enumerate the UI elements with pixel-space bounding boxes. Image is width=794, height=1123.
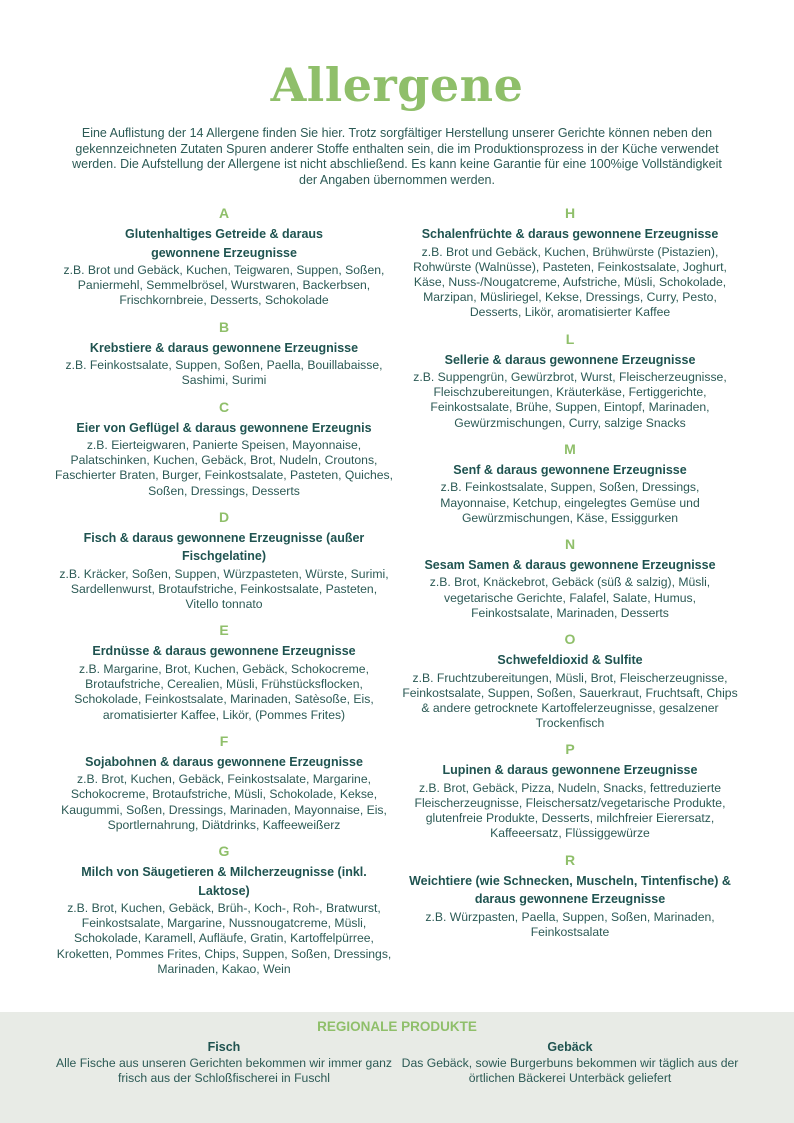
footer-title: REGIONALE PRODUKTE [317, 1019, 477, 1034]
allergen-description: z.B. Brot und Gebäck, Kuchen, Brühwürste (Pistazien), Rohwürste (Walnüsse), Pasteten, Feinkostsalate, Joghurt, Käse, Nuss-/Nougatcreme, Aufstriche, Müsli, Schokolade, Marzipan, Müsliriegel, Kekse, Dressings, Curry, Pesto, Desserts, Likör, aromatisierter Kaffee [413, 244, 727, 320]
allergen-name: Krebstiere & daraus gewonnene Erzeugnisse [89, 340, 359, 355]
allergen-entry-d [48, 508, 400, 613]
allergen-name: Weichtiere (wie Schnecken, Muscheln, Tintenfische) & daraus gewonnene Erzeugnisse [409, 873, 731, 907]
allergen-name: Sesam Samen & daraus gewonnene Erzeugnisse [424, 557, 716, 572]
allergen-letter: C [218, 398, 230, 415]
footer-item-name: Fisch [207, 1040, 241, 1054]
allergen-letter: G [218, 843, 230, 860]
intro-text: Eine Auflistung der 14 Allergene finden Sie hier. Trotz sorgfältiger Herstellung unserer Gerichte können neben den gekennzeichneten Zutaten Spuren anderer Stoffe enthalten sein, die im Produktionsprozess in der Küche verwendet werden. Die Aufstellung der Allergene ist nicht abschließend. Es kann keine Garantie für eine 100%ige Vollständigkeit der Angaben übernommen werden. [72, 126, 722, 187]
allergen-description: z.B. Kräcker, Soßen, Suppen, Würzpasteten, Würste, Surimi, Sardellenwurst, Brotaufstriche, Feinkostsalate, Pasteten, Vitello tonnato [59, 566, 389, 612]
allergen-name: Glutenhaltiges Getreide & daraus gewonnene Erzeugnisse [125, 227, 323, 260]
regional-products-footer [0, 1012, 794, 1123]
allergen-entry-g [48, 842, 400, 977]
allergen-letter: A [218, 205, 230, 221]
page-title: Allergene [270, 58, 524, 112]
allergen-description: z.B. Feinkostsalate, Suppen, Soßen, Dressings, Mayonnaise, Ketchup, eingelegtes Gemüse und Gewürzmischungen, Käse, Essiggurken [440, 480, 700, 525]
allergen-description: z.B. Fruchtzubereitungen, Müsli, Brot, Fleischerzeugnisse, Feinkostsalate, Suppen, Soßen, Sauerkraut, Fruchtsaft, Chips & andere getrocknete Kartoffelerzeugnisse, gesalzener Trockenfisch [402, 670, 738, 731]
allergen-description: z.B. Brot, Kuchen, Gebäck, Feinkostsalate, Margarine, Schokocreme, Brotaufstriche, Müsli, Schokolade, Kekse, Kaugummi, Soßen, Dressings, Marinaden, Mayonnaise, Eis, Sportlernahrung, Diätdrinks, Kaffeeweißerz [61, 772, 387, 832]
allergen-description: z.B. Brot, Gebäck, Pizza, Nudeln, Snacks, fettreduzierte Fleischerzeugnisse, Fleischersatz/vegetarische Produkte, glutenfreie Produkte, Desserts, milchfreier Eierersatz, Kaffeeersatz, Flüssiggewürze [414, 780, 726, 841]
allergen-letter: N [564, 535, 576, 552]
allergen-description: z.B. Feinkostsalate, Suppen, Soßen, Paella, Bouillabaisse, Sashimi, Surimi [65, 358, 383, 388]
footer-item-description: Alle Fische aus unseren Gerichten bekommen wir immer ganz frisch aus der Schloßfischerei in Fuschl [56, 1056, 392, 1086]
allergen-entry-b [48, 318, 400, 389]
allergen-entry-l [397, 330, 743, 431]
allergen-letter: H [564, 205, 576, 221]
allergen-name: Lupinen & daraus gewonnene Erzeugnisse [442, 763, 698, 778]
allergen-name: Senf & daraus gewonnene Erzeugnisse [453, 462, 687, 477]
allergen-entry-m [397, 440, 743, 526]
allergen-description: z.B. Würzpasten, Paella, Suppen, Soßen, Marinaden, Feinkostsalate [425, 909, 715, 939]
allergen-description: z.B. Suppengrün, Gewürzbrot, Wurst, Fleischerzeugnisse, Fleischzubereitungen, Kräuterkäse, Fertiggerichte, Feinkostsalate, Brühe, Suppen, Eintopf, Marinaden, Gewürzmischungen, Curry, salzige Snacks [413, 370, 727, 430]
allergen-entry-p [397, 740, 743, 841]
allergen-description: z.B. Brot, Kuchen, Gebäck, Brüh-, Koch-, Roh-, Bratwurst, Feinkostsalate, Margarine, Nussnougatcreme, Müsli, Schokolade, Karamell, Aufläufe, Gratin, Kartoffelpürree, Kroketten, Pommes Frites, Chips, Suppen, Soßen, Dressings, Marinaden, Kakao, Wein [56, 901, 392, 976]
footer-item-name: Gebäck [547, 1040, 593, 1054]
allergen-entry-f [48, 732, 400, 833]
footer-column-fisch [48, 1038, 400, 1086]
allergen-description: z.B. Brot, Knäckebrot, Gebäck (süß & salzig), Müsli, vegetarische Gerichte, Falafel, Salate, Humus, Feinkostsalate, Marinaden, Desserts [429, 575, 711, 620]
footer-column-gebaeck [397, 1038, 743, 1086]
allergen-letter: R [564, 851, 576, 868]
allergen-letter: D [218, 508, 230, 525]
allergen-column-right [397, 204, 743, 949]
allergen-name: Eier von Geflügel & daraus gewonnene Erzeugnis [76, 420, 372, 435]
allergen-letter: O [564, 631, 576, 648]
allergen-letter: P [565, 741, 575, 758]
allergen-entry-r [397, 851, 743, 940]
allergen-name: Schalenfrüchte & daraus gewonnene Erzeugnisse [421, 227, 719, 241]
allergen-description: z.B. Eierteigwaren, Panierte Speisen, Mayonnaise, Palatschinken, Kuchen, Gebäck, Brot, Nudeln, Croutons, Faschierter Braten, Burger, Feinkostsalate, Pasteten, Quiches, Soßen, Dressings, Desserts [54, 438, 394, 498]
allergen-letter: M [564, 440, 576, 457]
allergen-name: Fisch & daraus gewonnene Erzeugnisse (außer Fischgelatine) [83, 530, 365, 564]
allergen-name: Sellerie & daraus gewonnene Erzeugnisse [444, 352, 696, 367]
allergen-entry-n [397, 535, 743, 621]
allergen-entry-h [397, 204, 743, 321]
allergen-letter: L [565, 330, 575, 347]
allergen-entry-o [397, 630, 743, 731]
allergen-name: Erdnüsse & daraus gewonnene Erzeugnisse [92, 644, 356, 659]
footer-item-description: Das Gebäck, sowie Burgerbuns bekommen wir täglich aus der örtlichen Bäckerei Unterbäck geliefert [401, 1056, 739, 1086]
allergen-name: Schwefeldioxid & Sulfite [497, 653, 643, 668]
allergen-entry-a [48, 204, 400, 309]
allergen-name: Sojabohnen & daraus gewonnene Erzeugnisse [85, 754, 363, 769]
allergen-name: Milch von Säugetieren & Milcherzeugnisse (inkl. Laktose) [81, 865, 367, 898]
allergen-column-left [48, 204, 400, 986]
allergen-entry-e [48, 621, 400, 722]
allergen-letter: B [218, 318, 230, 335]
allergen-letter: E [219, 622, 229, 639]
allergen-description: z.B. Brot und Gebäck, Kuchen, Teigwaren, Suppen, Soßen, Paniermehl, Semmelbrösel, Wurstwaren, Backerbsen, Frischkornbreie, Desserts, Schokolade [63, 263, 385, 308]
allergen-entry-c [48, 398, 400, 499]
allergen-letter: F [219, 732, 229, 749]
allergen-description: z.B. Margarine, Brot, Kuchen, Gebäck, Schokocreme, Brotaufstriche, Cerealien, Müsli, Frühstücksflocken, Schokolade, Feinkostsalate, Marinaden, Satèsoße, Eis, aromatisierter Kaffee, Likör, (Pommes Frites) [74, 661, 374, 722]
